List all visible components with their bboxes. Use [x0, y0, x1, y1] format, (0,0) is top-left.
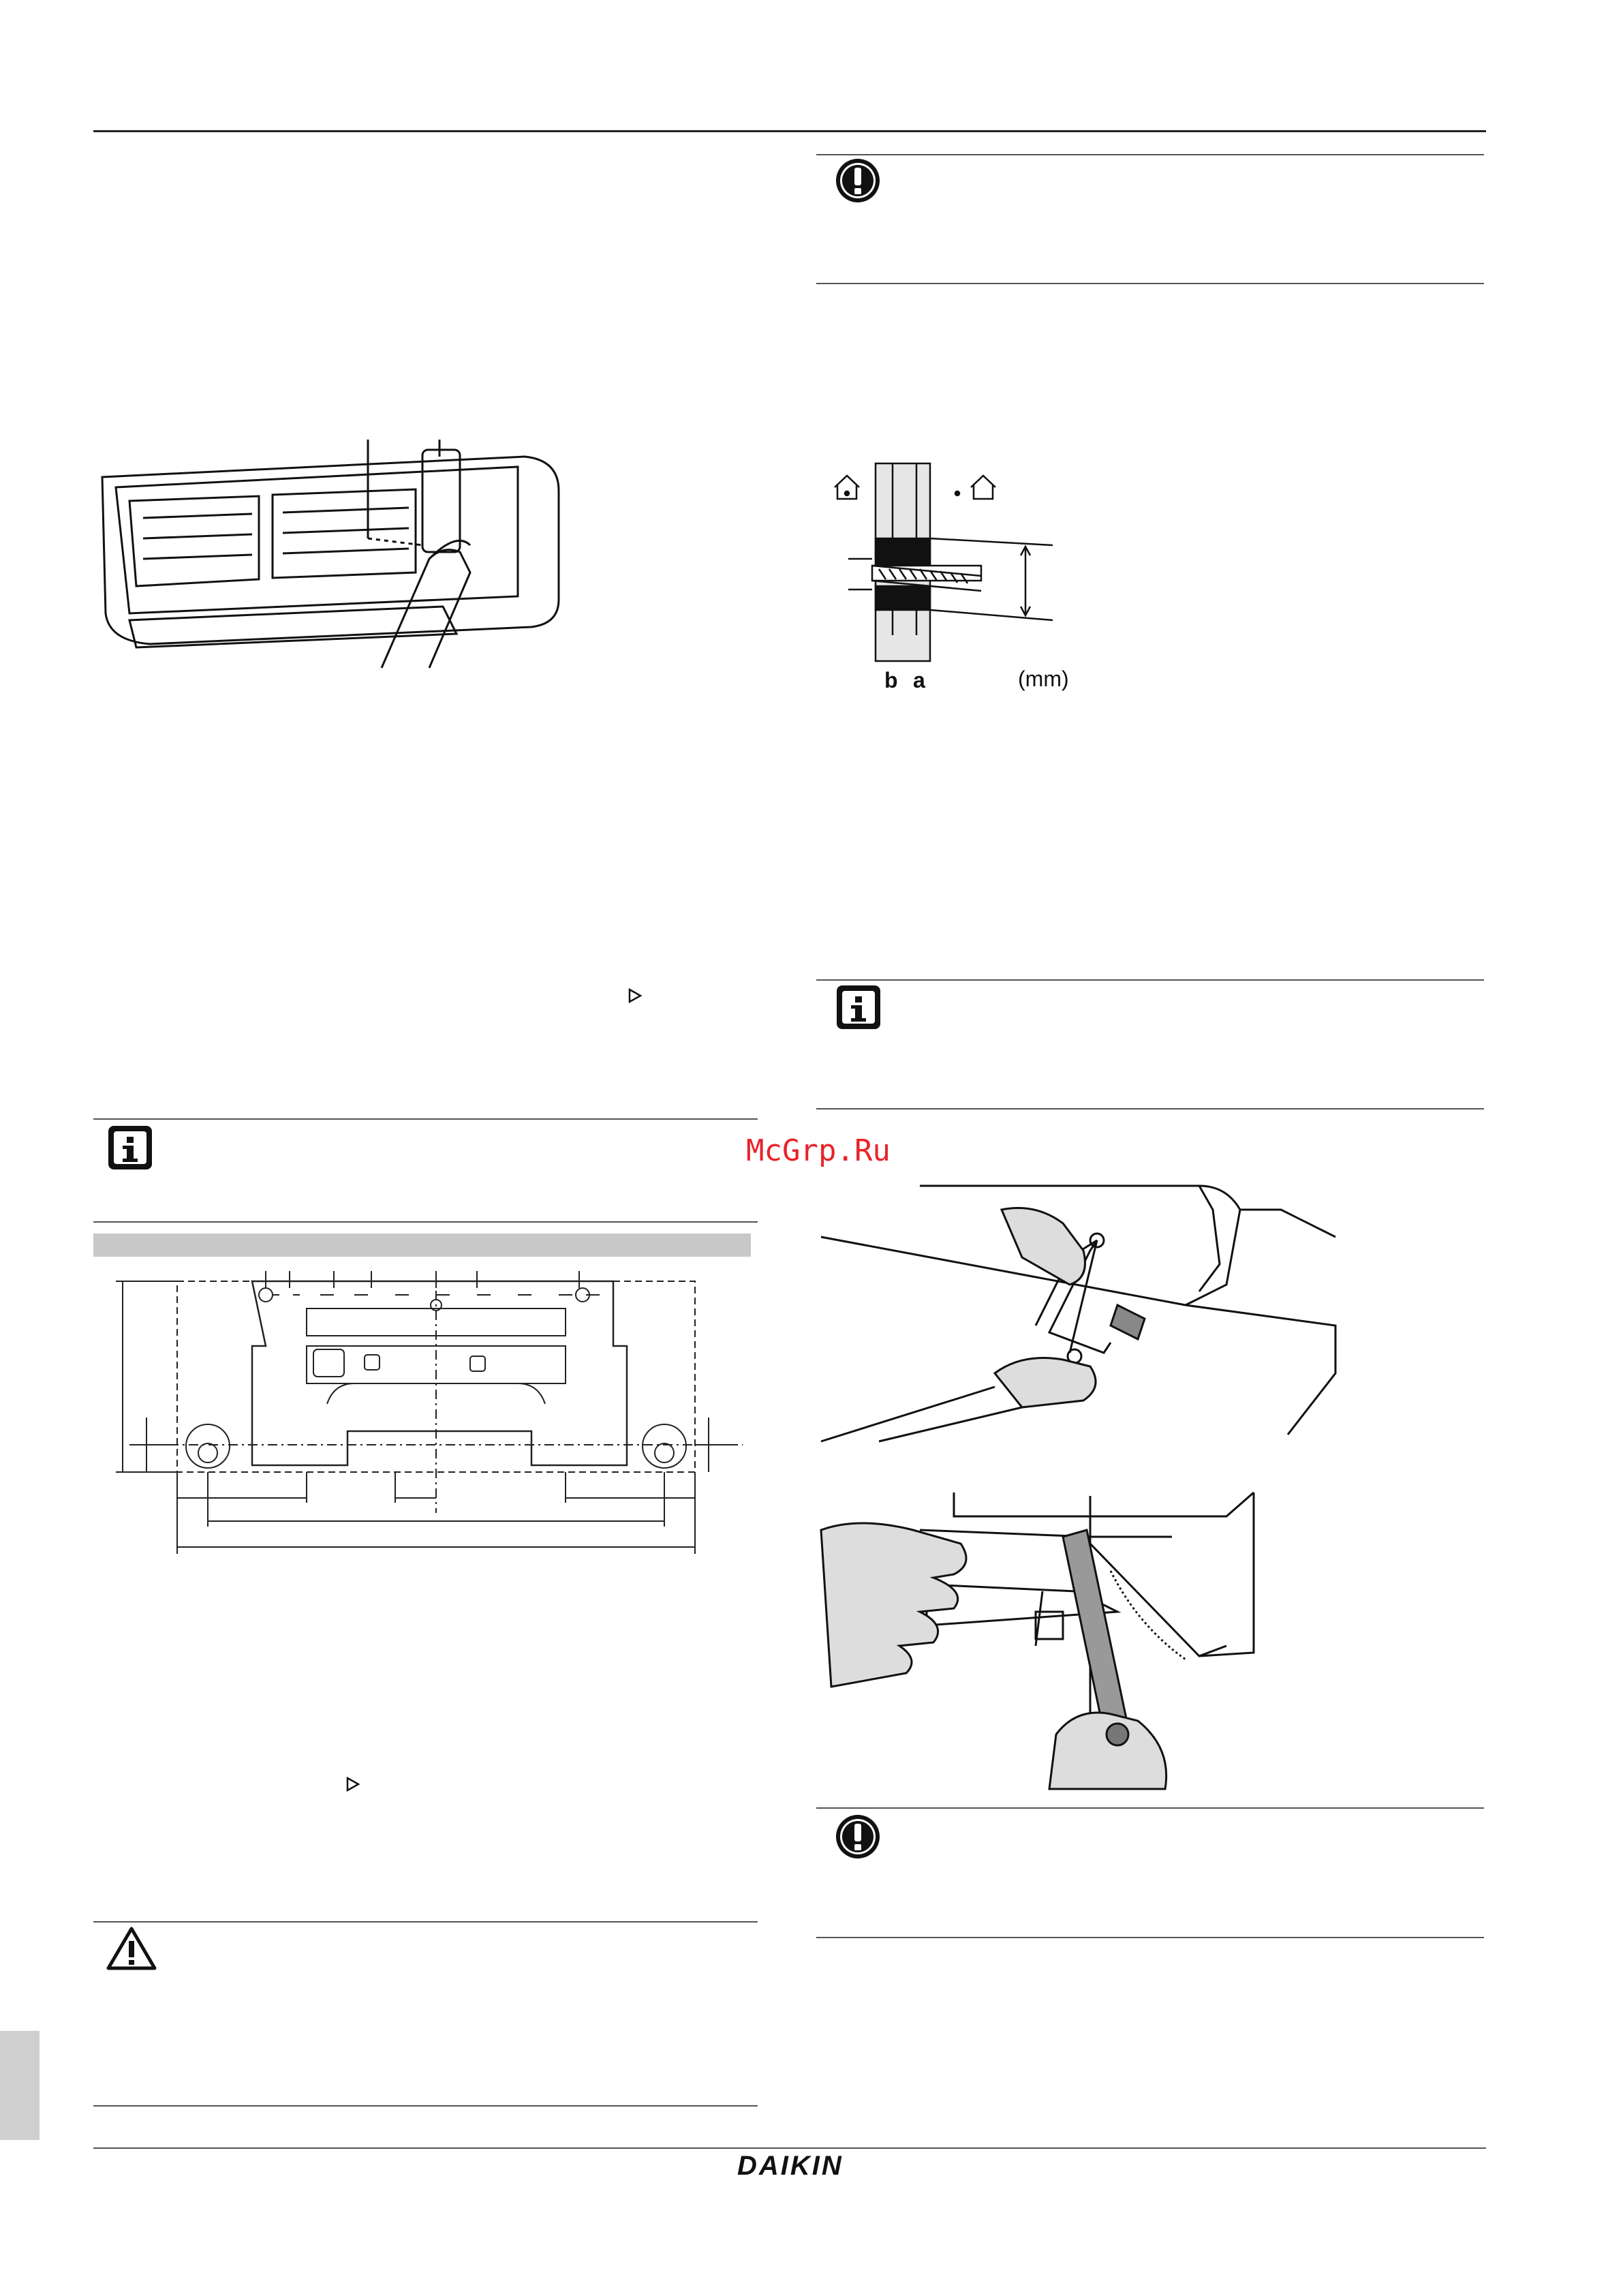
warning-triangle-icon: [106, 1926, 157, 1971]
caution-notice-top-rule: [93, 1921, 758, 1923]
file-smoothing-illustration: [818, 1489, 1267, 1789]
indoor-unit-panel-illustration: [89, 436, 566, 668]
important-notice-bottom-block-top-rule: [816, 1807, 1484, 1809]
important-notice-top-rule: [816, 154, 1484, 155]
important-notice-bottom-rule: [816, 283, 1484, 284]
exclamation-circle-icon: [834, 1813, 882, 1861]
hacksaw-cutting-illustration: [818, 1182, 1335, 1441]
chapter-side-tab: [0, 2031, 40, 2140]
step-triangle-icon: [346, 1777, 360, 1792]
exclamation-circle-icon: [834, 157, 882, 204]
wall-hole-label-b: b: [884, 668, 898, 692]
mounting-plate-drawing: [109, 1268, 736, 1561]
daikin-logo: DAIKIN: [737, 2151, 844, 2181]
wall-hole-unit-label: (mm): [1018, 667, 1069, 691]
info-square-icon: [834, 983, 883, 1032]
important-notice-bottom-block-bottom-rule: [816, 1937, 1484, 1938]
watermark-text: McGrp.Ru: [746, 1133, 891, 1168]
info-notice-right-top-rule: [816, 979, 1484, 981]
footer-rule: [93, 2147, 1486, 2149]
info-notice-right-bottom-rule: [816, 1108, 1484, 1109]
section-heading-bar: [93, 1234, 751, 1257]
header-rule: [93, 130, 1486, 132]
info-notice-bottom-rule: [93, 1221, 758, 1223]
wall-hole-cross-section: [828, 457, 1073, 661]
caution-notice-bottom-rule: [93, 2105, 758, 2107]
info-square-icon: [106, 1123, 155, 1172]
info-notice-top-rule: [93, 1118, 758, 1120]
wall-hole-label-a: a: [913, 668, 925, 692]
step-triangle-icon: [628, 988, 642, 1003]
